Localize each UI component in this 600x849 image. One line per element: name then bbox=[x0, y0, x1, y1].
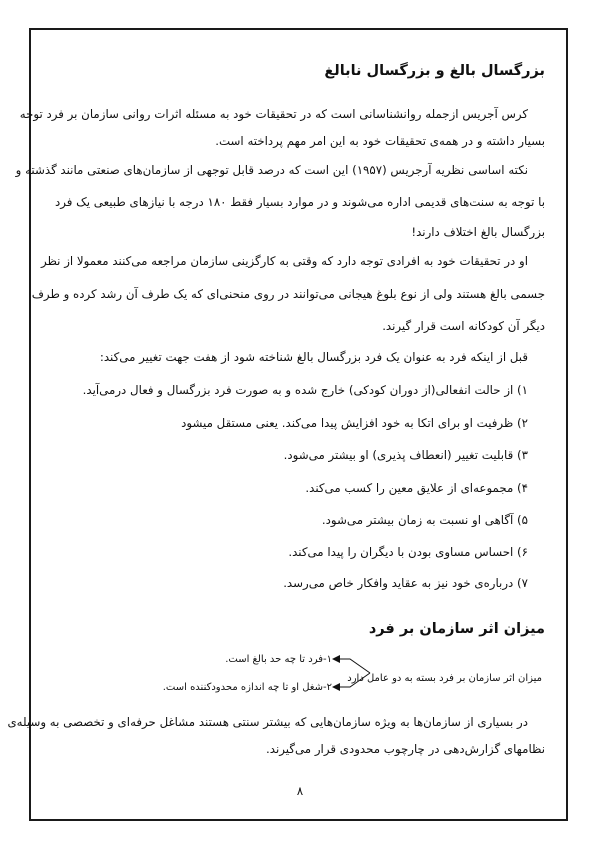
list-item: ۷) درباره‌ی خود نیز به عقاید وافکار خاص می‌رسد. bbox=[283, 576, 528, 590]
list-intro: قبل از اینکه فرد به عنوان یک فرد بزرگسال بالغ شناخته شود از هفت جهت تغییر می‌کند: bbox=[99, 350, 528, 364]
lower-arrow-head bbox=[332, 683, 340, 691]
paragraph-line: در بسیاری از سازمان‌ها به ویژه سازمان‌هایی که بیشتر سنتی هستند مشاغل حرفه‌ای و تخصصی به وسیله‌ی bbox=[7, 715, 528, 729]
paragraph-line: بزرگسال بالغ اختلاف دارند! bbox=[411, 225, 545, 239]
diagram-branch-1: ۱-فرد تا چه حد بالغ است. bbox=[225, 654, 332, 665]
paragraph-line: او در تحقیقات خود به افرادی توجه دارد که وقتی به کارگزینی سازمان مراجعه می‌کنند معمولا از نظر bbox=[40, 254, 528, 268]
paragraph-line: کرس آجریس ازجمله روانشناسانی است که در تحقیقات خود به مسئله اثرات روانی سازمان بر فرد توجه bbox=[19, 107, 528, 121]
list-item: ۳) قابلیت تغییر (انعطاف پذیری) او بیشتر می‌شود. bbox=[283, 448, 528, 462]
upper-arrow-head bbox=[332, 655, 340, 663]
paragraph-line: با توجه به سنت‌های قدیمی اداره می‌شوند و در موارد بسیار فقط ۱۸۰ درجه با نیازهای طبیعی یک فرد bbox=[55, 195, 546, 209]
paragraph-line: نظامهای گزارش‌دهی در چارچوب محدودی قرار می‌گیرند. bbox=[266, 742, 545, 756]
list-item: ۱) از حالت انفعالی(از دوران کودکی) خارج شده و به صورت فرد بزرگسال و فعال درمی‌آید. bbox=[82, 383, 528, 397]
paragraph-line: نکته اساسی نظریه آرجریس (۱۹۵۷) این است که درصد قابل توجهی از سازمان‌های صنعتی مانند گذشته و bbox=[15, 163, 528, 177]
diagram-branch-2: ۲-شغل او تا چه اندازه محدودکننده است. bbox=[162, 682, 332, 693]
list-item: ۶) احساس مساوی بودن با دیگران را پیدا می‌کند. bbox=[288, 545, 528, 559]
section-heading-influence: میزان اثر سازمان بر فرد bbox=[368, 621, 545, 637]
list-item: ۲) ظرفیت او برای اتکا به خود افزایش پیدا می‌کند. یعنی مستقل میشود bbox=[181, 416, 528, 430]
upper-branch-line bbox=[338, 659, 370, 673]
diagram-main-label: میزان اثر سازمان بر فرد بسته به دو عامل دارد bbox=[347, 673, 542, 684]
paragraph-line: دیگر آن کودکانه است قرار گیرند. bbox=[382, 319, 545, 333]
paragraph-line: بسیار داشته و در همه‌ی تحقیقات خود به این امر مهم پرداخته است. bbox=[215, 134, 545, 148]
page-number: ۸ bbox=[296, 784, 304, 798]
paragraph-line: جسمی بالغ هستند ولی از نوع بلوغ هیجانی می‌توانند در روی منحنی‌ای که یک طرف آن رشد کرده و طرف bbox=[31, 287, 545, 301]
section-heading-adult: بزرگسال بالغ و بزرگسال نابالغ bbox=[324, 63, 545, 79]
list-item: ۴) مجموعه‌ای از علایق معین را کسب می‌کند. bbox=[305, 481, 528, 495]
list-item: ۵) آگاهی او نسبت به زمان بیشتر می‌شود. bbox=[321, 513, 528, 527]
